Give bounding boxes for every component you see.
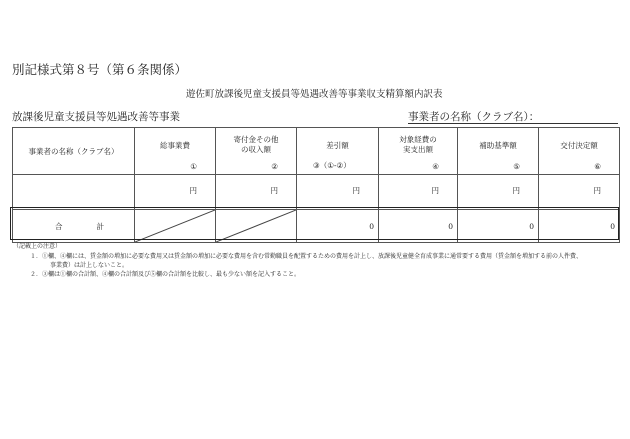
header-number: ⑤	[513, 162, 520, 171]
header-label: 総事業費	[160, 141, 190, 150]
header-cell-donations	[216, 128, 297, 175]
document-title: 遊佐町放課後児童支援員等処遇改善等事業収支精算額内訳表	[186, 89, 443, 100]
unit-label: 円	[512, 186, 520, 195]
unit-label: 円	[593, 186, 601, 195]
header-number: ①	[190, 162, 197, 171]
amount-cell[interactable]	[135, 175, 216, 210]
header-label: 差引額	[326, 141, 349, 150]
header-label: 事業者の名称（クラブ名）	[28, 146, 119, 156]
note-2: ２．③欄は①欄の合計額、④欄の合計額及び⑤欄の合計額を比較し、最も少ない額を記入すること。	[30, 271, 301, 278]
amount-cell[interactable]	[216, 175, 297, 210]
header-number: ③（①-②）	[313, 161, 351, 170]
total-label-char: 合	[55, 221, 63, 231]
total-value: 0	[610, 222, 615, 231]
header-number: ②	[271, 162, 278, 171]
total-value: 0	[369, 222, 374, 231]
notes-heading: （記載上の注意）	[13, 243, 62, 250]
note-1: １．①欄、④欄には、賃金額の増加に必要な費用又は賃金額の増加に必要な費用を含む常勤職員を配置するための費用を計上し、放課後児童健全育成事業に通常要する費用（賃金額を増加する前の人件費、	[30, 253, 583, 260]
note-1-continued: 事業費）は計上しないこと。	[50, 262, 129, 269]
header-cell-total-cost	[135, 128, 216, 175]
header-number: ④	[432, 162, 439, 171]
amount-cell[interactable]	[297, 175, 379, 210]
header-cell-difference	[297, 128, 379, 175]
amount-cell[interactable]	[379, 175, 458, 210]
header-label: 対象経費の 実支出額	[399, 135, 437, 155]
total-value: 0	[529, 222, 534, 231]
unit-label: 円	[270, 186, 278, 195]
form-number: 別記様式第８号（第６条関係）	[12, 62, 188, 77]
unit-label: 円	[352, 186, 360, 195]
header-row	[13, 128, 620, 175]
header-cell-operator	[13, 128, 135, 175]
unit-label: 円	[431, 186, 439, 195]
entry-row	[13, 175, 620, 210]
total-row-outline	[10, 207, 619, 240]
header-label: 交付決定額	[560, 141, 598, 150]
header-label: 補助基準額	[479, 141, 517, 150]
business-name: 放課後児童支援員等処遇改善等事業	[12, 111, 180, 123]
header-number: ⑥	[594, 162, 601, 171]
header-cell-grant-decision	[539, 128, 620, 175]
header-cell-actual-expense	[379, 128, 458, 175]
header-cell-subsidy-standard	[458, 128, 539, 175]
amount-cell[interactable]	[539, 175, 620, 210]
amount-cell[interactable]	[458, 175, 539, 210]
total-label-char: 計	[96, 221, 104, 231]
operator-name-label: 事業者の名称（クラブ名）：	[408, 111, 540, 123]
unit-label: 円	[189, 186, 197, 195]
operator-name-cell[interactable]	[13, 175, 135, 210]
total-value: 0	[448, 222, 453, 231]
header-label: 寄付金その他 の収入額	[233, 135, 279, 155]
operator-name-underline	[408, 123, 618, 124]
